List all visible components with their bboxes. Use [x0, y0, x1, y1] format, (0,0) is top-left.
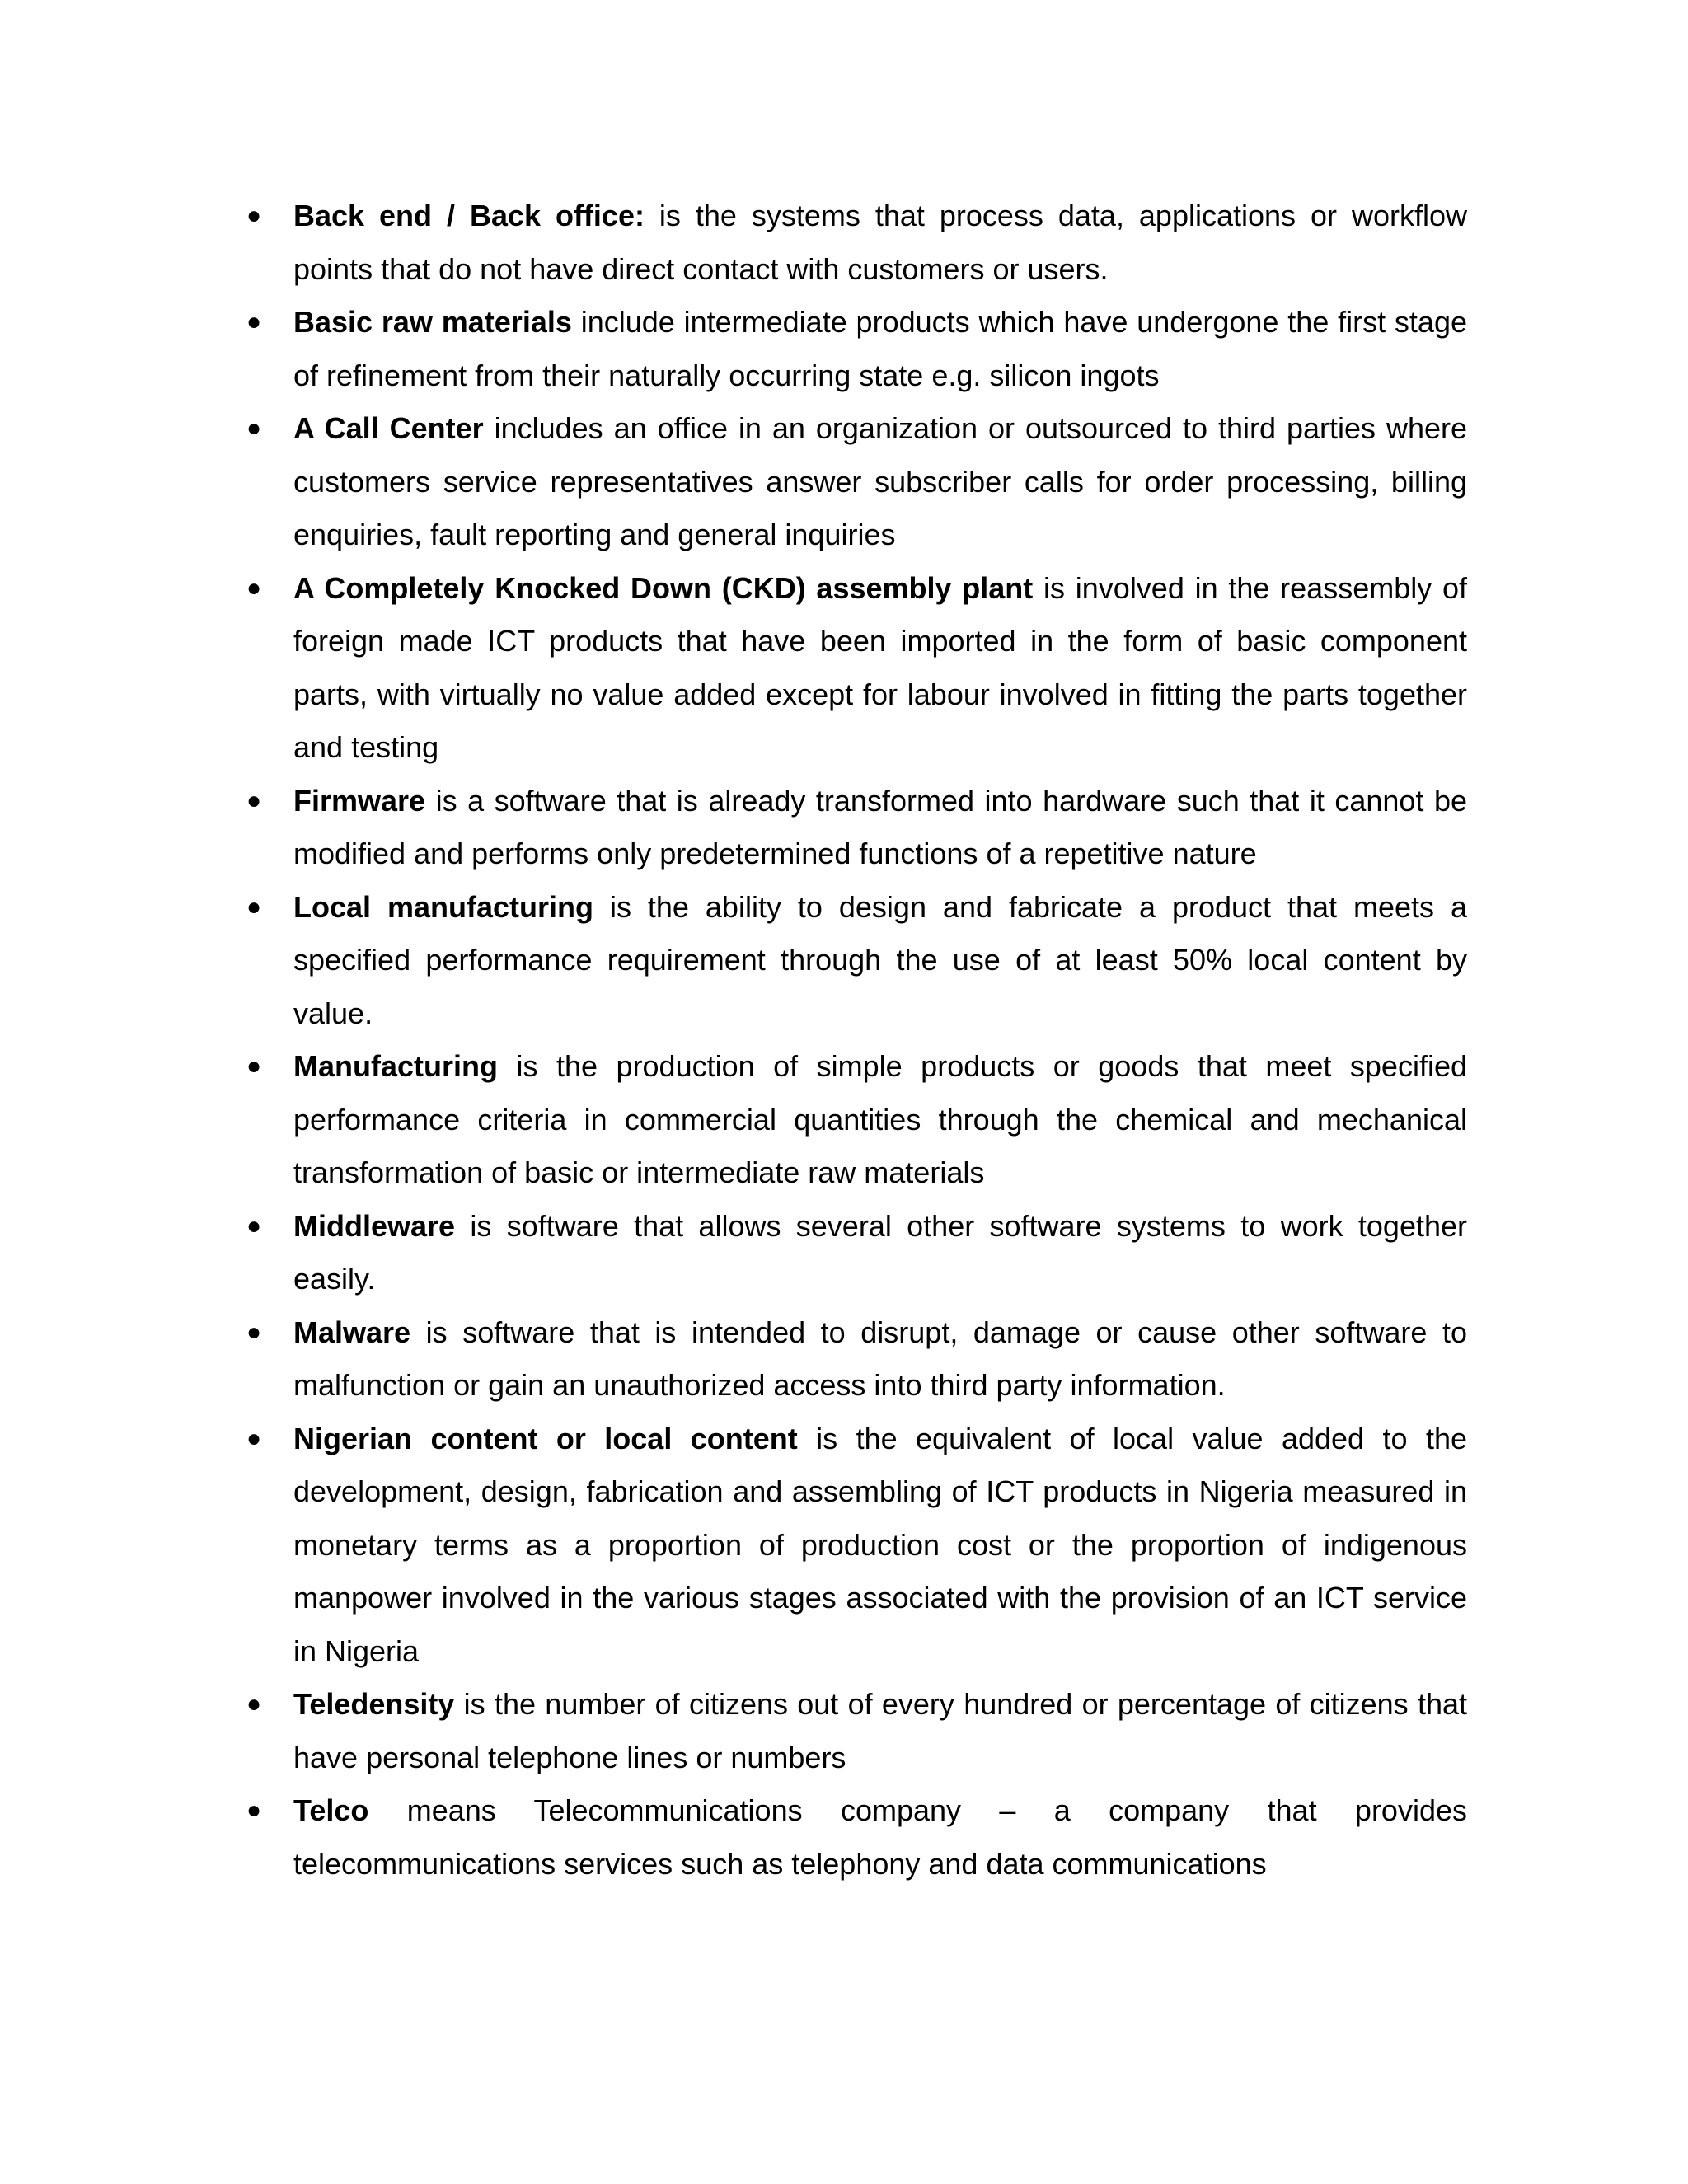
list-item — [246, 1784, 1467, 1891]
definition-term: Local manufacturing — [293, 889, 593, 924]
definition-term: Firmware — [293, 783, 426, 818]
list-item — [246, 402, 1468, 562]
definition-term: Nigerian content or local content — [293, 1421, 798, 1455]
bullet-icon: ● — [246, 1690, 262, 1718]
definition-text: includes an office in an organization or outsourced to third parties where customers service representatives answer subscriber calls for order processing, billing enquiries, fault reporting and general inquiries — [293, 411, 1468, 551]
definition-text: is a software that is already transformed into hardware such that it cannot be modified and performs only predetermined functions of a repetitive nature — [293, 783, 1467, 870]
definition-term: Middleware — [293, 1208, 456, 1243]
definition-term: Teledensity — [293, 1687, 455, 1721]
bullet-icon: ● — [246, 415, 262, 442]
definition-text: is the equivalent of local value added to the development, design, fabrication and assembling of ICT products in Nigeria measured in monetary terms as a proportion of production cost or the proportion of indigenous manpower involved in the various stages associated with the provision of an ICT service in Nigeria — [293, 1421, 1467, 1668]
definition-text: is software that is intended to disrupt, damage or cause other software to malfunction or gain an unauthorized access into third party information. — [293, 1315, 1467, 1402]
definition-text: is software that allows several other software systems to work together easily. — [293, 1208, 1467, 1296]
definition-term: Manufacturing — [293, 1049, 498, 1083]
definition-text: is involved in the reassembly of foreign made ICT products that have been imported in the form of basic component parts, with virtually no value added except for labour involved in fitting the parts together and testing — [293, 570, 1467, 764]
definition-term: Basic raw materials — [293, 305, 572, 339]
definition-term: A Call Center — [293, 411, 484, 445]
definition-text: is the production of simple products or goods that meet specified performance criteria in commercial quantities through the chemical and mechanical transformation of basic or intermediate raw materials — [293, 1049, 1467, 1189]
bullet-icon: ● — [246, 1212, 262, 1240]
definition-text: include intermediate products which have undergone the first stage of refinement from their naturally occurring state e.g. silicon ingots — [293, 305, 1468, 392]
list-item — [246, 1200, 1467, 1306]
list-item — [246, 1306, 1467, 1413]
definition-text: means Telecommunications company – a company that provides telecommunications services such as telephony and data communications — [293, 1793, 1467, 1881]
bullet-icon: ● — [246, 1052, 262, 1080]
list-item — [246, 1040, 1467, 1200]
definition-term: Malware — [293, 1315, 411, 1349]
list-item — [246, 1678, 1467, 1784]
list-item — [246, 1413, 1467, 1679]
bullet-icon: ● — [246, 202, 262, 229]
definition-term: Telco — [293, 1793, 369, 1827]
definition-text: is the systems that process data, applications or workflow points that do not have direct contact with customers or users. — [293, 199, 1467, 286]
bullet-icon: ● — [246, 1797, 262, 1824]
list-item — [246, 562, 1467, 775]
list-item — [246, 775, 1467, 881]
list-item — [246, 190, 1467, 296]
bullet-icon: ● — [246, 1424, 262, 1452]
list-item — [246, 881, 1467, 1041]
bullet-icon: ● — [246, 574, 262, 602]
definition-term: A Completely Knocked Down (CKD) assembly plant — [293, 570, 1034, 605]
bullet-icon: ● — [246, 893, 262, 921]
bullet-icon: ● — [246, 1318, 262, 1346]
definitions-list — [246, 190, 1468, 1891]
definition-text: is the ability to design and fabricate a product that meets a specified performance requirement through the use of at least 50% local content by value. — [293, 889, 1467, 1030]
definition-term: Back end / Back office: — [293, 199, 645, 232]
definition-text: is the number of citizens out of every hundred or percentage of citizens that have personal telephone lines or numbers — [293, 1687, 1467, 1774]
list-item — [246, 296, 1468, 402]
bullet-icon: ● — [246, 786, 262, 814]
bullet-icon: ● — [246, 308, 262, 335]
